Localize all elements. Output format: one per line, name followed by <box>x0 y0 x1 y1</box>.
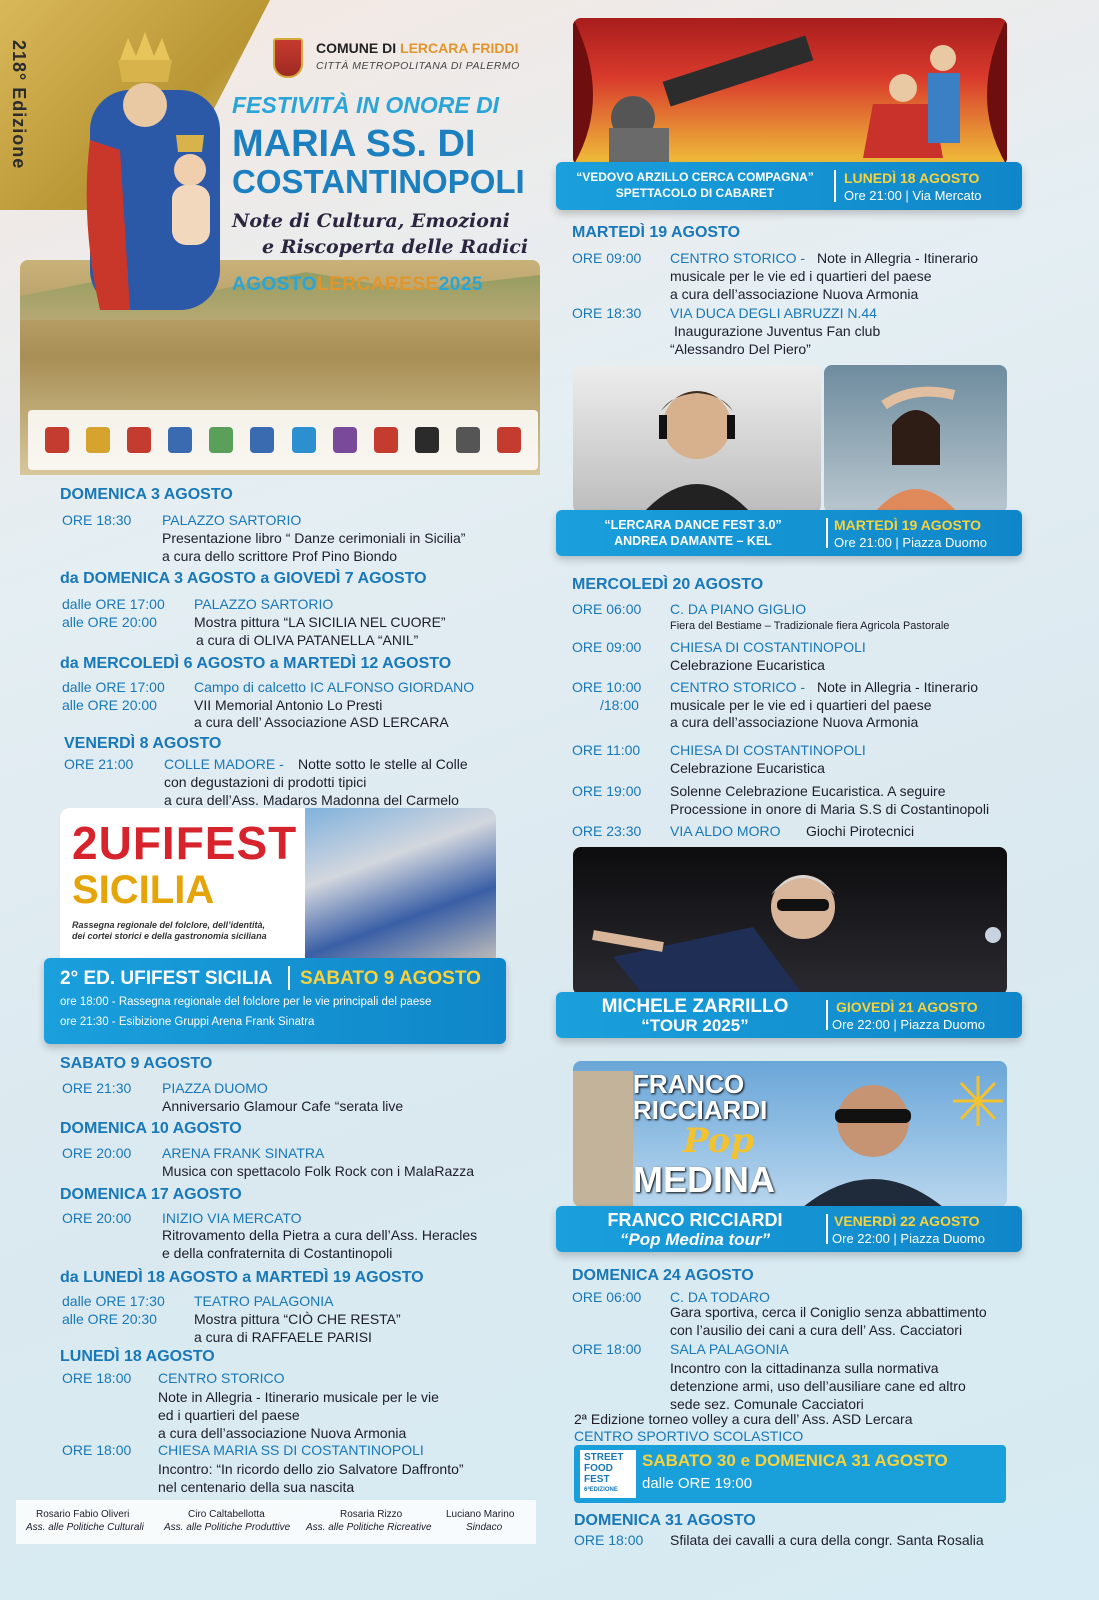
event-time: ORE 09:00 <box>572 250 642 266</box>
event-desc: Note in Allegria - Itinerario musicale per le vie <box>158 1389 439 1405</box>
event-desc: sede sez. Comunale Cacciatori <box>670 1396 864 1412</box>
signatory-role: Ass. alle Politiche Culturali <box>26 1522 144 1533</box>
kel-photo <box>824 365 1007 513</box>
day-heading: DOMENICA 10 AGOSTO <box>60 1120 242 1137</box>
event-place: CHIESA MARIA SS DI COSTANTINOPOLI <box>158 1442 424 1458</box>
event-place: COLLE MADORE - <box>164 756 284 772</box>
event-place: PALAZZO SARTORIO <box>194 596 334 612</box>
banner-date: VENERDÌ 22 AGOSTO <box>834 1213 980 1229</box>
madonna-image <box>50 20 250 310</box>
comune-title: COMUNE DI LERCARA FRIDDI <box>316 40 519 56</box>
event-time: ORE 18:00 <box>572 1341 642 1357</box>
street-food-dates: SABATO 30 e DOMENICA 31 AGOSTO <box>642 1451 948 1470</box>
banner-subtitle: SPETTACOLO DI CABARET <box>615 186 775 200</box>
day-heading: VENERDÌ 8 AGOSTO <box>64 735 222 752</box>
zarrillo-banner <box>556 992 1022 1038</box>
franco-ricciardi-poster <box>573 1061 1007 1207</box>
event-desc: Inaugurazione Juventus Fan club <box>674 323 881 339</box>
day-heading: MERCOLEDÌ 20 AGOSTO <box>572 576 764 593</box>
sponsor-logos <box>28 410 538 470</box>
event-place: ARENA FRANK SINATRA <box>162 1145 325 1161</box>
banner-subtitle: “TOUR 2025” <box>641 1016 749 1035</box>
event-desc: Musica con spettacolo Folk Rock con i MalaRazza <box>162 1163 475 1179</box>
event-time: /18:00 <box>600 697 639 713</box>
banner-subtitle: ANDREA DAMANTE – KEL <box>614 534 772 548</box>
event-desc: a cura dell’associazione Nuova Armonia <box>158 1425 407 1441</box>
ufifest-title: 2UFIFEST <box>72 817 298 869</box>
subtitle-line1: Note di Cultura, Emozioni <box>232 210 510 232</box>
banner-info: Ore 22:00 | Piazza Duomo <box>832 1231 985 1246</box>
event-desc: Fiera del Bestiame – Tradizionale fiera Agricola Pastorale <box>670 620 950 632</box>
banner-line: ore 18:00 - Rassegna regionale del folclore per le vie principali del paese <box>60 996 432 1008</box>
event-desc: “Alessandro Del Piero” <box>670 341 811 357</box>
day-heading: SABATO 9 AGOSTO <box>60 1055 213 1072</box>
banner-title: MICHELE ZARRILLO <box>601 996 789 1017</box>
event-desc: Ritrovamento della Pietra a cura dell’Ass. Heracles <box>162 1227 478 1243</box>
ricciardi-banner <box>556 1206 1022 1252</box>
signatory-role: Sindaco <box>466 1522 503 1533</box>
event-time: ORE 18:00 <box>62 1370 132 1386</box>
event-place: INIZIO VIA MERCATO <box>162 1210 302 1226</box>
subtitle-line2: e Riscoperta delle Radici <box>262 236 529 258</box>
event-time: ORE 19:00 <box>572 783 642 799</box>
event-desc: a cura di OLIVA PATANELLA “ANIL” <box>196 632 419 648</box>
signatory-role: Ass. alle Politiche Produttive <box>164 1522 291 1533</box>
event-time: ORE 18:30 <box>62 512 132 528</box>
event-time: ORE 20:00 <box>62 1210 132 1226</box>
signatory-name: Rosaria Rizzo <box>340 1509 403 1520</box>
event-desc: a cura dell’Ass. Madaros Madonna del Carmelo <box>164 792 459 808</box>
banner-line: ore 21:30 - Esibizione Gruppi Arena Frank Sinatra <box>60 1016 315 1028</box>
event-place: C. DA PIANO GIGLIO <box>670 601 807 617</box>
banner-date: LUNEDÌ 18 AGOSTO <box>844 170 980 186</box>
event-time: ORE 10:00 <box>572 679 642 695</box>
comune-crest-icon <box>273 38 303 78</box>
signatory-name: Ciro Caltabellotta <box>188 1509 265 1520</box>
event-desc: a cura dell’ Associazione ASD LERCARA <box>194 714 449 730</box>
event-time: ORE 09:00 <box>572 639 642 655</box>
event-time: ORE 20:00 <box>62 1145 132 1161</box>
poster-medina: MEDINA <box>633 1159 775 1200</box>
event-place: SALA PALAGONIA <box>670 1341 789 1357</box>
event-desc: Anniversario Glamour Cafe “serata live <box>162 1098 404 1114</box>
parade-photo <box>305 808 496 966</box>
banner-info: Ore 21:00 | Via Mercato <box>844 188 982 203</box>
poster-name-2: RICCIARDI <box>633 1095 768 1125</box>
event-desc: Giochi Pirotecnici <box>806 823 915 839</box>
dance-fest-banner <box>556 510 1022 556</box>
event-time: ORE 18:00 <box>62 1442 132 1458</box>
ufifest-sicilia: SICILIA <box>72 868 215 912</box>
event-place: CENTRO STORICO <box>158 1370 285 1386</box>
event-desc: Note in Allegria - Itinerario <box>817 250 979 266</box>
event-time: dalle ORE 17:30 <box>62 1293 165 1309</box>
main-title-line1: MARIA SS. DI <box>232 123 476 165</box>
event-desc: Mostra pittura “LA SICILIA NEL CUORE” <box>194 614 446 630</box>
event-desc: a cura dell’associazione Nuova Armonia <box>670 714 919 730</box>
poster-name-1: FRANCO <box>633 1069 745 1099</box>
banner-date: MARTEDÌ 19 AGOSTO <box>834 517 982 533</box>
event-time: ORE 21:00 <box>64 756 134 772</box>
banner-title: “VEDOVO ARZILLO CERCA COMPAGNA” <box>576 170 814 184</box>
festa-title: FESTIVITÀ IN ONORE DI <box>232 92 500 118</box>
event-place: CHIESA DI COSTANTINOPOLI <box>670 639 866 655</box>
event-time: dalle ORE 17:00 <box>62 679 165 695</box>
event-time: ORE 11:00 <box>572 742 641 758</box>
event-desc: Celebrazione Eucaristica <box>670 760 825 776</box>
day-heading: LUNEDÌ 18 AGOSTO <box>60 1348 215 1365</box>
event-desc: Notte sotto le stelle al Colle <box>298 756 468 772</box>
event-desc: musicale per le vie ed i quartieri del paese <box>670 697 932 713</box>
banner-info: Ore 21:00 | Piazza Duomo <box>834 535 987 550</box>
main-title-line2: COSTANTINOPOLI <box>232 163 525 200</box>
michele-zarrillo-photo <box>573 847 1007 995</box>
cabaret-image <box>573 18 1007 166</box>
event-desc: e della confraternita di Costantinopoli <box>162 1245 393 1261</box>
event-place: PALAZZO SARTORIO <box>162 512 302 528</box>
edition-label: 218° Edizione <box>9 40 29 170</box>
day-heading: da MERCOLEDÌ 6 AGOSTO a MARTEDÌ 12 AGOSTO <box>60 655 452 672</box>
street-food-fest-logo: STREET FOOD FEST 6ªEDIZIONE <box>580 1450 636 1498</box>
day-heading: da DOMENICA 3 AGOSTO a GIOVEDÌ 7 AGOSTO <box>60 570 427 587</box>
cabaret-banner <box>556 162 1022 210</box>
agosto-lercarese: AGOSTOLERCARESE2025 <box>232 274 483 295</box>
event-place: CENTRO STORICO - <box>670 679 806 695</box>
event-desc: Gara sportiva, cerca il Coniglio senza abbattimento <box>670 1304 987 1320</box>
event-time: ORE 23:30 <box>572 823 642 839</box>
day-heading: DOMENICA 24 AGOSTO <box>572 1267 754 1284</box>
day-heading: DOMENICA 17 AGOSTO <box>60 1186 242 1203</box>
poster-pop: Pop <box>683 1121 755 1161</box>
event-desc: ed i quartieri del paese <box>158 1407 300 1423</box>
event-desc: 2ª Edizione torneo volley a cura dell’ Ass. ASD Lercara <box>574 1411 913 1427</box>
event-desc: Mostra pittura “CIÒ CHE RESTA” <box>194 1311 401 1327</box>
banner-info: Ore 22:00 | Piazza Duomo <box>832 1017 985 1032</box>
event-place: CENTRO STORICO - <box>670 250 806 266</box>
event-place: TEATRO PALAGONIA <box>194 1293 334 1309</box>
event-desc: Note in Allegria - Itinerario <box>817 679 979 695</box>
event-desc: nel centenario della sua nascita <box>158 1479 355 1495</box>
event-time: dalle ORE 17:00 <box>62 596 165 612</box>
event-desc: a cura di RAFFAELE PARISI <box>194 1329 372 1345</box>
banner-subtitle: “Pop Medina tour” <box>619 1230 771 1249</box>
event-time: alle ORE 20:00 <box>62 697 157 713</box>
street-food-time: dalle ORE 19:00 <box>642 1475 753 1492</box>
street-food-fest-banner <box>574 1445 1006 1503</box>
banner-title: “LERCARA DANCE FEST 3.0” <box>604 518 782 532</box>
event-desc: Processione in onore di Maria S.S di Costantinopoli <box>670 801 990 817</box>
signatory-role: Ass. alle Politiche Ricreative <box>306 1522 432 1533</box>
event-desc: a cura dello scrittore Prof Pino Biondo <box>162 548 398 564</box>
event-desc: Incontro: “In ricordo dello zio Salvatore Daffronto” <box>158 1461 464 1477</box>
signatory-name: Rosario Fabio Oliveri <box>36 1509 130 1520</box>
event-place: VIA ALDO MORO <box>670 823 781 839</box>
event-desc: detenzione armi, uso dell’ausiliare cane ed altro <box>670 1378 966 1394</box>
banner-title: FRANCO RICCIARDI <box>607 1210 783 1230</box>
banner-date: GIOVEDÌ 21 AGOSTO <box>836 999 978 1015</box>
ufifest-banner <box>44 958 506 1044</box>
event-desc: a cura dell’associazione Nuova Armonia <box>670 286 919 302</box>
event-place: CENTRO SPORTIVO SCOLASTICO <box>574 1428 804 1444</box>
event-desc: Incontro con la cittadinanza sulla normativa <box>670 1360 939 1376</box>
day-heading: DOMENICA 31 AGOSTO <box>574 1512 756 1529</box>
banner-date: SABATO 9 AGOSTO <box>300 968 481 989</box>
event-desc: VII Memorial Antonio Lo Presti <box>194 697 383 713</box>
event-place: VIA DUCA DEGLI ABRUZZI N.44 <box>670 305 877 321</box>
day-heading: DOMENICA 3 AGOSTO <box>60 486 233 503</box>
event-desc: Solenne Celebrazione Eucaristica. A seguire <box>670 783 946 799</box>
event-place: C. DA TODARO <box>670 1289 770 1305</box>
day-heading: da LUNEDÌ 18 AGOSTO a MARTEDÌ 19 AGOSTO <box>60 1269 424 1286</box>
event-time: ORE 18:00 <box>574 1532 644 1548</box>
event-time: alle ORE 20:00 <box>62 614 157 630</box>
event-desc: Sfilata dei cavalli a cura della congr. Santa Rosalia <box>670 1532 984 1548</box>
ufifest-poster <box>60 808 496 966</box>
ufifest-subtitle: Rassegna regionale del folclore, dell’identità, dei cortei storici e della gastronomia siciliana <box>72 920 267 941</box>
signatory-name: Luciano Marino <box>446 1509 515 1520</box>
event-time: ORE 18:30 <box>572 305 642 321</box>
citta-metropolitana: CITTÀ METROPOLITANA DI PALERMO <box>316 60 520 72</box>
event-desc: Celebrazione Eucaristica <box>670 657 825 673</box>
event-desc: musicale per le vie ed i quartieri del paese <box>670 268 932 284</box>
event-place: CHIESA DI COSTANTINOPOLI <box>670 742 866 758</box>
event-time: ORE 06:00 <box>572 601 642 617</box>
event-time: ORE 06:00 <box>572 1289 642 1305</box>
banner-title: 2° ED. UFIFEST SICILIA <box>60 968 273 989</box>
event-place: Campo di calcetto IC ALFONSO GIORDANO <box>194 679 475 695</box>
event-time: alle ORE 20:30 <box>62 1311 157 1327</box>
event-desc: con degustazioni di prodotti tipici <box>164 774 367 790</box>
andrea-damante-photo <box>573 365 821 513</box>
event-desc: con l’ausilio dei cani a cura dell’ Ass. Cacciatori <box>670 1322 963 1338</box>
event-desc: Presentazione libro “ Danze cerimoniali in Sicilia” <box>162 530 466 546</box>
event-place: PIAZZA DUOMO <box>162 1080 268 1096</box>
event-time: ORE 21:30 <box>62 1080 132 1096</box>
day-heading: MARTEDÌ 19 AGOSTO <box>572 224 741 241</box>
